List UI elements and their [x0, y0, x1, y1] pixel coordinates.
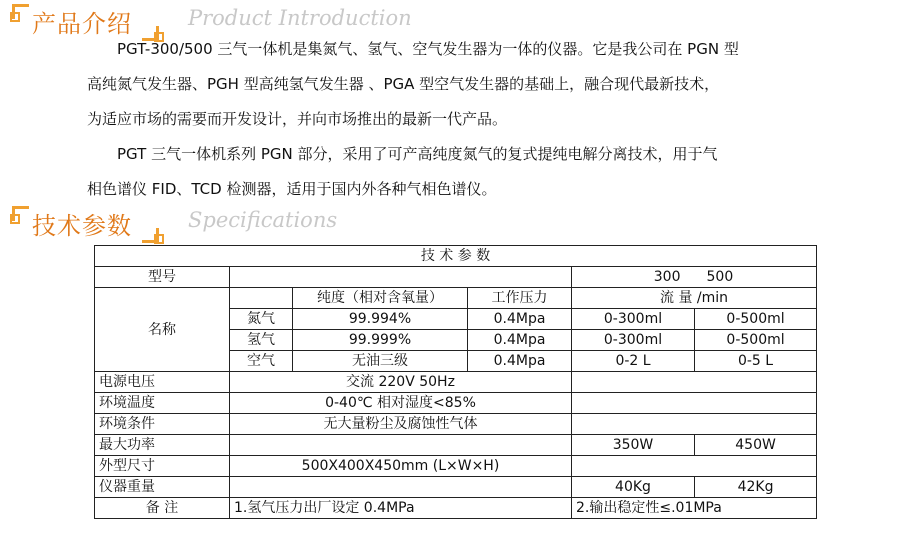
pressure-header: 工作压力: [468, 288, 572, 309]
section-title-cn: 产品介绍: [32, 10, 132, 38]
temp-label: 环境温度: [95, 393, 230, 414]
corner-square-icon: [10, 12, 20, 22]
intro-line: 相色谱仪 FID、TCD 检测器，适用于国内外各种气相色谱仪。: [87, 180, 497, 198]
maxpower-300: 350W: [572, 435, 695, 456]
gas-pressure: 0.4Mpa: [468, 330, 572, 351]
table-row: [95, 372, 817, 393]
size-label: 外型尺寸: [95, 456, 230, 477]
corner-square-icon: [10, 214, 20, 224]
gas-flow-300: 0-2 L: [572, 351, 695, 372]
model-label: 型号: [95, 267, 230, 288]
intro-line: 高纯氮气发生器、PGH 型高纯氢气发生器 、PGA 型空气发生器的基础上，融合现代最新技术，: [87, 75, 720, 93]
gas-flow-300: 0-300ml: [572, 309, 695, 330]
table-row: [95, 267, 817, 288]
table-row: [95, 498, 817, 519]
weight-500: 42Kg: [695, 477, 817, 498]
gas-name: 空气: [230, 351, 293, 372]
section-title-en: Specifications: [188, 208, 338, 232]
section-title-cn: 技术参数: [32, 212, 132, 240]
weight-300: 40Kg: [572, 477, 695, 498]
table-title: 技 术 参 数: [95, 246, 817, 267]
intro-text: [87, 32, 827, 207]
note-1: 1.氢气压力出厂设定 0.4MPa: [230, 498, 572, 519]
intro-line: PGT 三气一体机系列 PGN 部分，采用了可产高纯度氮气的复式提纯电解分离技术，用于气: [117, 145, 718, 163]
gas-name: 氮气: [230, 309, 293, 330]
section-title-en: Product Introduction: [188, 6, 412, 30]
gas-flow-500: 0-500ml: [695, 330, 817, 351]
specifications-heading: [8, 204, 168, 244]
table-row: [95, 246, 817, 267]
gas-purity: 无油三级: [293, 351, 468, 372]
gas-purity: 99.994%: [293, 309, 468, 330]
spec-table: [94, 245, 817, 519]
gas-name: 氢气: [230, 330, 293, 351]
model-300: 300: [572, 267, 695, 288]
size-value: 500X400X450mm (L×W×H): [230, 456, 572, 477]
intro-line: PGT-300/500 三气一体机是集氮气、氢气、空气发生器为一体的仪器。它是我公司在 PGN 型: [117, 40, 739, 58]
flow-header: 流 量 /min: [572, 288, 817, 309]
env-label: 环境条件: [95, 414, 230, 435]
gas-flow-500: 0-500ml: [695, 309, 817, 330]
power-value: 交流 220V 50Hz: [230, 372, 572, 393]
table-row: [95, 456, 817, 477]
model-500: 500: [695, 267, 817, 288]
note-2: 2.输出稳定性≤.01MPa: [572, 498, 817, 519]
gas-purity: 99.999%: [293, 330, 468, 351]
gas-pressure: 0.4Mpa: [468, 309, 572, 330]
table-row: [95, 435, 817, 456]
maxpower-label: 最大功率: [95, 435, 230, 456]
table-row: [95, 393, 817, 414]
gas-flow-300: 0-300ml: [572, 330, 695, 351]
weight-label: 仪器重量: [95, 477, 230, 498]
env-value: 无大量粉尘及腐蚀性气体: [230, 414, 572, 435]
gas-flow-500: 0-5 L: [695, 351, 817, 372]
purity-header: 纯度（相对含氧量）: [293, 288, 468, 309]
temp-value: 0-40℃ 相对湿度<85%: [230, 393, 572, 414]
maxpower-500: 450W: [695, 435, 817, 456]
table-row: [95, 414, 817, 435]
name-label: 名称: [95, 288, 230, 372]
corner-square-icon: [154, 234, 164, 244]
note-label: 备 注: [95, 498, 230, 519]
power-label: 电源电压: [95, 372, 230, 393]
table-row: [95, 288, 817, 309]
gas-pressure: 0.4Mpa: [468, 351, 572, 372]
table-row: [95, 477, 817, 498]
intro-line: 为适应市场的需要而开发设计，并向市场推出的最新一代产品。: [87, 110, 508, 128]
